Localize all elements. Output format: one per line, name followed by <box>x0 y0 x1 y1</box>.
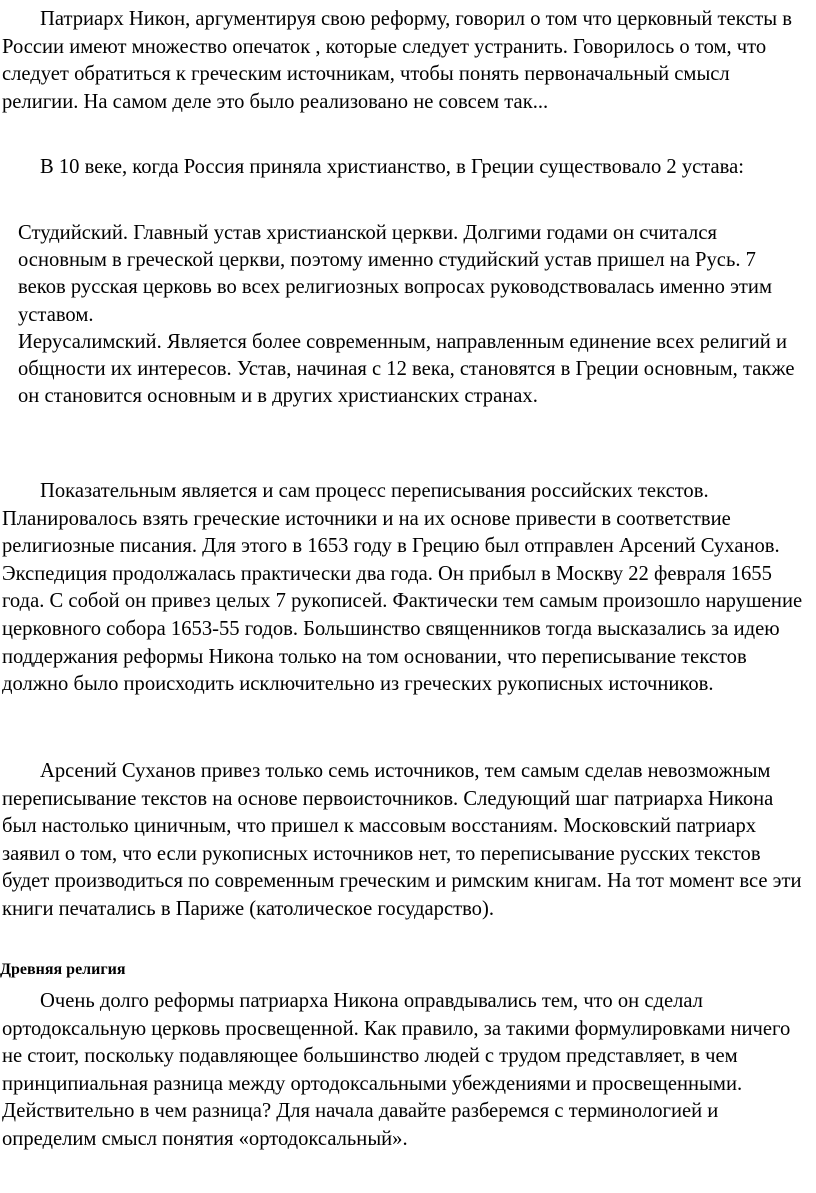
paragraph-orthodox-term: Очень долго реформы патриарха Никона оправдывались тем, что он сделал ортодоксальную церковь просвещенной. Как правило, за такими формулировками ничего не стоит, поскольку подавляющее большинство людей с трудом представляет, в чем принципиальная разница между ортодоксальными убеждениями и просвещенными. Действительно в чем разница? Для начала давайте разберемся с терминологией и определим смысл понятия «ортодоксальный». <box>2 990 791 1150</box>
paragraph-sukhanov: Арсений Суханов привез только семь источников, тем самым сделав невозможным переписывание текстов на основе первоисточников. Следующий шаг патриарха Никона был настолько циничным, что пришел к массовым восстаниям. Московский патриарх заявил о том, что если рукописных источников нет, то переписывание русских текстов будет производиться по современным греческим и римским книгам. На тот момент все эти книги печатались в Париже (католическое государство). <box>2 760 802 920</box>
charters-list <box>18 220 804 410</box>
paragraph-greek-charters: В 10 веке, когда Россия приняла христианство, в Греции существовало 2 устава: <box>40 156 744 178</box>
list-item-jerusalem: Иерусалимский. Является более современным, направленным единение всех религий и общности их интересов. Устав, начиная с 12 века, становятся в Греции основным, также он становится основным и в других христианских странах. <box>18 330 795 408</box>
list-item-studite: Студийский. Главный устав христианской церкви. Долгими годами он считался основным в греческой церкви, поэтому именно студийский устав пришел на Русь. 7 веков русская церковь во всех религиозных вопросах руководствовалась именно этим уставом. <box>18 222 772 326</box>
paragraph-rewriting-process: Показательным является и сам процесс переписывания российских текстов. Планировалось взять греческие источники и на их основе привести в соответствие религиозные писания. Для этого в 1653 году в Грецию был отправлен Арсений Суханов. Экспедиция продолжалась практически два года. Он прибыл в Москву 22 февраля 1655 года. С собой он привез целых 7 рукописей. Фактически тем самым произошло нарушение церковного собора 1653-55 годов. Большинство священников тогда высказались за идею поддержания реформы Никона только на том основании, что переписывание текстов должно было происходить исключительно из греческих рукописных источников. <box>2 480 803 696</box>
paragraph-nikon-reform: Патриарх Никон, аргументируя свою реформу, говорил о том что церковный тексты в России имеют множество опечаток , которые следует устранить. Говорилось о том, что следует обратиться к греческим источникам, чтобы понять первоначальный смысл религии. На самом деле это было реализовано не совсем так... <box>2 8 792 113</box>
section-heading-ancient-religion: Древняя религия <box>0 961 126 978</box>
